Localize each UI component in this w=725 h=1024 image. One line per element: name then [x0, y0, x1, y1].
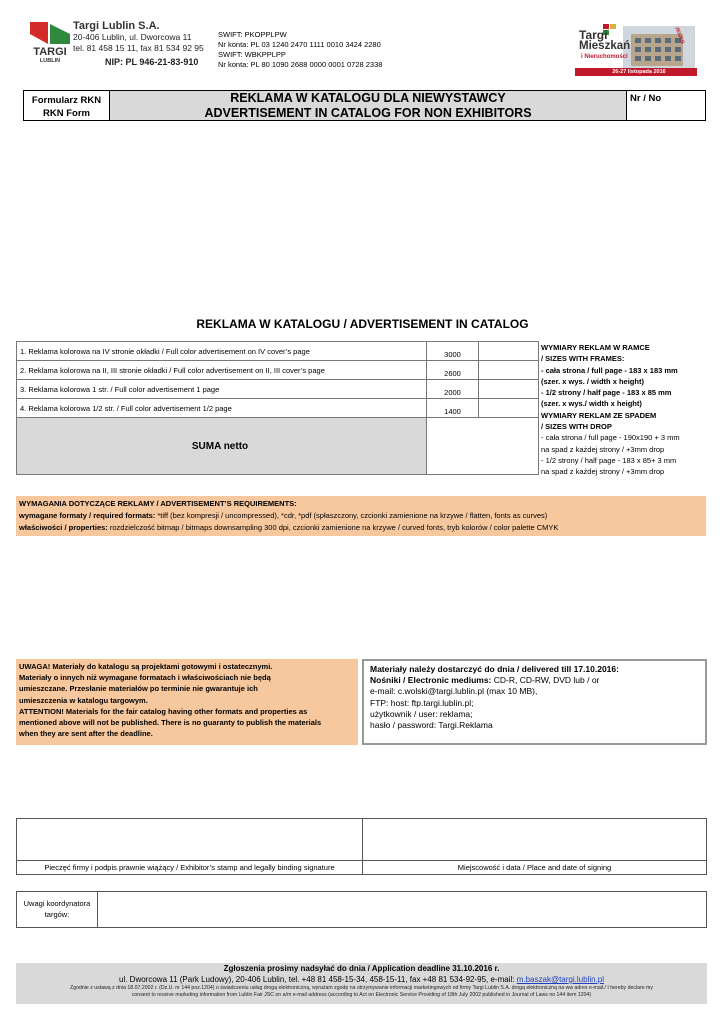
bank-account-1: Nr konta: PL 03 1240 2470 1111 0010 3424 2280 — [218, 40, 381, 49]
footer-email-link[interactable]: m.baszak@targi.lublin.pl — [516, 975, 604, 984]
footer-contact-text: ul. Dworcowa 11 (Park Ludowy), 20-406 Lublin, tel. +48 81 458-15-34, 458-15-11, fax +48 81 534-92-95, e-mail: — [119, 975, 517, 984]
delivery-info-box — [362, 659, 707, 745]
company-nip: NIP: PL 946-21-83-910 — [105, 57, 199, 67]
application-deadline: Zgłoszenia prosimy nadsyłać do dnia / Application deadline 31.10.2016 r. — [223, 964, 500, 973]
properties-label: właściwości / properties: — [19, 523, 108, 532]
ad-option-label: 3. Reklama kolorowa 1 str. / Full color advertisement 1 page — [17, 380, 427, 399]
bank-info — [218, 30, 382, 70]
table-row — [17, 342, 539, 361]
ad-option-label: 2. Reklama kolorowa na II, III stronie okładki / Full color advertisement on II, III cover’s page — [17, 361, 427, 380]
footer-contact — [16, 974, 707, 985]
ad-option-quantity-field[interactable] — [479, 342, 539, 361]
fair-title-1: Targi — [579, 28, 608, 42]
sum-label: SUMA netto — [17, 418, 427, 475]
warning-box — [16, 659, 358, 745]
section-title: REKLAMA W KATALOGU / ADVERTISEMENT IN CATALOG — [196, 317, 529, 331]
ad-sizes-info — [541, 342, 711, 478]
company-address: 20-406 Lublin, ul. Dworcowa 11 — [73, 32, 192, 42]
signature-table — [16, 818, 707, 875]
warning-line: umieszczane. Przesłanie materiałów po terminie nie gwarantuje ich — [19, 684, 258, 694]
coordinator-notes-label-2: targów: — [44, 910, 70, 919]
place-date-field[interactable] — [363, 819, 706, 874]
delivery-ftp-password: hasło / password: Targi.Reklama — [370, 720, 493, 731]
formats-text: *tiff (bez kompresji / uncompressed), *cdr, *pdf (spłaszczony, czcionki zamienione na krzywe / flatten, fonts as curves) — [155, 511, 548, 520]
coordinator-notes-label-1: Uwagi koordynatora — [23, 899, 91, 908]
coordinator-notes[interactable] — [16, 891, 707, 928]
ad-option-price: 3000 — [427, 342, 479, 361]
sizes-frame-heading: WYMIARY REKLAM W RAMCE — [541, 343, 650, 352]
delivery-ftp-user: użytkownik / user: reklama; — [370, 708, 473, 719]
form-title-pl: REKLAMA W KATALOGU DLA NIEWYSTAWCY — [230, 91, 506, 105]
ad-option-price: 1400 — [427, 399, 479, 418]
sizes-frame-heading-en: / SIZES WITH FRAMES: — [541, 354, 625, 364]
warning-line: when they are sent after the deadline. — [19, 729, 153, 739]
fair-season: JESIEŃ — [673, 26, 686, 45]
warning-line: ATTENTION! Materials for the fair catalog having other formats and properties as — [19, 706, 308, 716]
size-half-frame-note: (szer. x wys./ width x height) — [541, 399, 642, 409]
ad-option-label: 4. Reklama kolorowa 1/2 str. / Full color advertisement 1/2 page — [17, 399, 427, 418]
size-full-frame-note: (szer. x wys. / width x height) — [541, 376, 644, 386]
place-date-label: Miejscowość i data / Place and date of signing — [363, 860, 706, 874]
ad-option-quantity-field[interactable] — [479, 399, 539, 418]
footer — [16, 963, 707, 1004]
ad-option-price: 2000 — [427, 380, 479, 399]
delivery-email: e-mail: c.wolski@targi.lublin.pl (max 10 MB), — [370, 686, 538, 697]
bank-account-2: Nr konta: PL 80 1090 2688 0000 0001 0728 2338 — [218, 60, 383, 69]
size-half-frame: - 1/2 strony / half page - 183 x 85 mm — [541, 388, 672, 398]
size-half-drop: - 1/2 strony / half page - 183 x 85+ 3 mm — [541, 455, 677, 465]
delivery-ftp-host: FTP: host: ftp.targi.lublin.pl; — [370, 697, 474, 708]
ad-option-label: 1. Reklama kolorowa na IV stronie okładki / Full color advertisement on IV cover’s page — [17, 342, 427, 361]
size-full-frame: - cała strona / full page - 183 x 183 mm — [541, 365, 678, 375]
table-row — [17, 380, 539, 399]
fair-logo — [575, 20, 697, 76]
ad-option-price: 2600 — [427, 361, 479, 380]
sum-row — [17, 418, 539, 475]
sizes-drop-heading-en: / SIZES WITH DROP — [541, 422, 612, 432]
company-info — [73, 21, 204, 68]
ad-option-quantity-field[interactable] — [479, 380, 539, 399]
ad-option-quantity-field[interactable] — [479, 361, 539, 380]
bank-swift-2: SWIFT: WBKPPLPP — [218, 50, 286, 59]
form-title — [110, 91, 627, 120]
form-code-en: RKN Form — [43, 108, 90, 119]
delivery-deadline: Materiały należy dostarczyć do dnia / delivered till 17.10.2016: — [370, 664, 619, 674]
footer-legal-1: Zgodnie z ustawą z dnia 18.07.2002 r. (Dz.U. nr 144 poz.1204) o świadczeniu usług drogą elektroniczną, wyrażam zgodę na otrzymywanie informacji marketingowych od firmy Targi Lublin S.A. drogą elektroniczną na ww adres e-mail./ I hereby declare my — [70, 985, 653, 991]
fair-title-3: i Nieruchomości — [581, 54, 628, 60]
warning-line: umieszczenia w katalogu targowym. — [19, 695, 148, 705]
requirements-heading: WYMAGANIA DOTYCZĄCE REKLAMY / ADVERTISEMENT’S REQUIREMENTS: — [19, 499, 297, 508]
formats-label: wymagane formaty / required formats: — [19, 511, 156, 520]
sizes-drop-heading: WYMIARY REKLAM ZE SPADEM — [541, 410, 657, 420]
company-name: Targi Lublin S.A. — [73, 20, 160, 32]
targi-lublin-logo — [28, 20, 72, 68]
form-number-field[interactable]: Nr / No — [627, 91, 705, 120]
size-half-drop-note: na spad z każdej strony / +3mm drop — [541, 467, 665, 477]
table-row — [17, 399, 539, 418]
company-phone: tel. 81 458 15 11, fax 81 534 92 95 — [73, 43, 204, 53]
size-full-drop-note: na spad z każdej strony / +3mm drop — [541, 444, 665, 454]
table-row — [17, 361, 539, 380]
coordinator-notes-label — [17, 892, 98, 927]
properties-text: rozdzielczość bitmap / bitmaps downsampling 300 dpi, czcionki zamienione na krzywe / curved fonts, tryb kolorów / color palette CMYK — [107, 523, 559, 532]
signature-stamp-label: Pieczęć firmy i podpis prawnie wiążący / Exhibitor’s stamp and legally binding signature — [17, 860, 362, 874]
delivery-mediums: CD-R, CD-RW, DVD lub / or — [491, 675, 600, 686]
delivery-mediums-label: Nośniki / Electronic mediums: — [370, 675, 492, 686]
signature-stamp-field[interactable] — [17, 819, 363, 874]
form-code — [24, 91, 110, 120]
size-full-drop: - cała strona / full page - 190x190 + 3 mm — [541, 433, 680, 443]
logo-text: TARGI — [33, 46, 67, 58]
form-title-en: ADVERTISEMENT IN CATALOG FOR NON EXHIBITORS — [204, 106, 532, 120]
warning-line: mentioned above will not be published. There is no guaranty to publish the materials — [19, 718, 322, 728]
fair-dates: 26-27 listopada 2016 — [612, 69, 666, 75]
fair-title-2: Mieszkań — [579, 40, 631, 52]
warning-line: Materiały o innych niż wymagane formatach i właściwościach nie będą — [19, 673, 271, 683]
requirements-box — [16, 496, 706, 536]
ads-price-table — [16, 341, 539, 475]
footer-legal-2: consent to receive marketing information from Lublin Fair JSC on a/m e-mail address (according to Act on Electronic Service Providing of 18th July 2002 published in Journal of Laws no 144 item 1204) — [131, 992, 592, 998]
logo-subtext: LUBLIN — [39, 58, 61, 64]
bank-swift-1: SWIFT: PKOPPLPW — [218, 30, 287, 39]
warning-line: UWAGA! Materiały do katalogu są projektami gotowymi i ostatecznymi. — [19, 662, 273, 671]
form-title-row — [23, 90, 706, 121]
form-code-pl: Formularz RKN — [31, 95, 102, 106]
sum-value-field[interactable] — [427, 418, 539, 475]
